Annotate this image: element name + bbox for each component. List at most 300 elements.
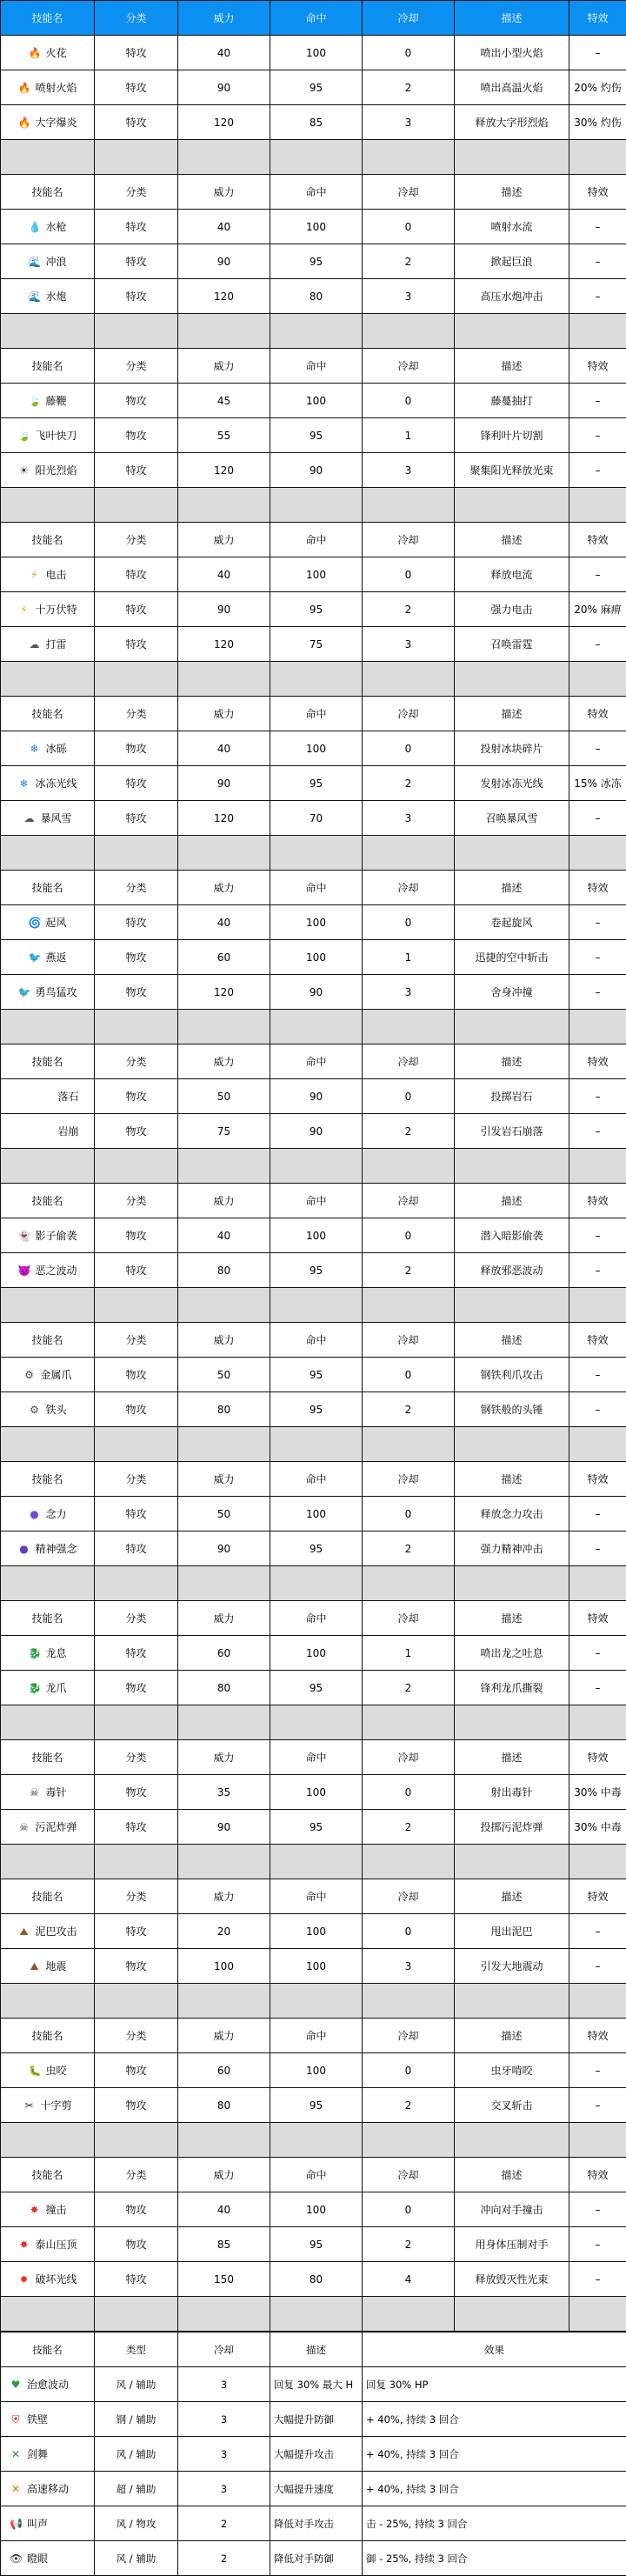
- skill-name: 起风: [45, 917, 66, 929]
- skill-name-cell: [1, 1358, 95, 1392]
- separator-cell: [455, 836, 569, 871]
- skill-power-cell: 40: [178, 905, 270, 940]
- skill-effect-cell: 15% 冰冻: [569, 766, 626, 801]
- skill-name-cell: [1, 1949, 95, 1984]
- separator-cell: [178, 1566, 270, 1601]
- skill-name: 铁头: [45, 1404, 66, 1416]
- skill-cooldown-cell: 2: [178, 2541, 270, 2576]
- separator-cell: [178, 1845, 270, 1879]
- separator-cell: [363, 2123, 455, 2158]
- skill-description-cell: 投掷岩石: [455, 1079, 569, 1114]
- skill-accuracy-cell: 95: [270, 418, 363, 453]
- skill-effect-cell: –: [569, 1671, 626, 1705]
- column-header-power: 威力: [178, 2158, 270, 2192]
- group-separator: [1, 1984, 626, 2019]
- separator-cell: [1, 1845, 95, 1879]
- column-header-name: 技能名: [1, 1044, 95, 1079]
- table-row: [1, 2262, 626, 2297]
- column-header-cooldown: 冷却: [363, 2158, 455, 2192]
- table-header-row: [1, 1601, 626, 1636]
- skill-name: 燕返: [45, 951, 66, 964]
- skill-cooldown-cell: 1: [363, 418, 455, 453]
- skill-name: 冰砾: [45, 743, 66, 755]
- column-header-power: 威力: [178, 1323, 270, 1358]
- separator-cell: [178, 1427, 270, 1462]
- column-header-effect: 特效: [569, 871, 626, 905]
- group-separator: [1, 1566, 626, 1601]
- column-header-description: 描述: [455, 349, 569, 384]
- skill-effect-cell: 20% 灼伤: [569, 70, 626, 105]
- skill-power-cell: 90: [178, 1532, 270, 1566]
- snowflake-icon: ❄: [28, 743, 40, 755]
- skill-name-cell: [1, 1218, 95, 1253]
- skill-name: 龙爪: [45, 1682, 66, 1694]
- skill-name: 叫声: [27, 2518, 48, 2530]
- column-header-name: 技能名: [1, 1462, 95, 1497]
- skill-power-cell: 120: [178, 801, 270, 836]
- separator-cell: [178, 1010, 270, 1044]
- column-header-name: 技能名: [1, 349, 95, 384]
- column-header-name: 技能名: [1, 1184, 95, 1218]
- group-separator: [1, 1149, 626, 1184]
- skill-accuracy-cell: 95: [270, 1671, 363, 1705]
- skill-cooldown-cell: 2: [178, 2506, 270, 2541]
- skill-cooldown-cell: 0: [363, 905, 455, 940]
- skill-power-cell: 90: [178, 592, 270, 627]
- skill-name: 打雷: [45, 638, 66, 651]
- skill-description-cell: 喷出龙之吐息: [455, 1636, 569, 1671]
- skill-category-cell: 物攻: [95, 1671, 178, 1705]
- separator-cell: [455, 314, 569, 349]
- skill-effect-cell: 击 - 25%, 持续 3 回合: [363, 2506, 626, 2541]
- skill-cooldown-cell: 0: [363, 2053, 455, 2088]
- skill-name: 泥巴攻击: [35, 1925, 77, 1938]
- skill-cooldown-cell: 2: [363, 70, 455, 105]
- column-header-effect: 特效: [569, 1601, 626, 1636]
- column-header-description: 描述: [270, 2332, 363, 2367]
- skill-accuracy-cell: 95: [270, 1532, 363, 1566]
- skill-power-cell: 60: [178, 1636, 270, 1671]
- separator-cell: [178, 314, 270, 349]
- skill-name-cell: [1, 1775, 95, 1810]
- skill-effect-cell: –: [569, 1914, 626, 1949]
- separator-cell: [178, 1288, 270, 1323]
- separator-cell: [95, 1427, 178, 1462]
- table-row: [1, 279, 626, 314]
- skill-power-cell: 75: [178, 1114, 270, 1149]
- skill-description-cell: 强力电击: [455, 592, 569, 627]
- table-header-row: [1, 2332, 626, 2367]
- table-row: [1, 210, 626, 244]
- speed-icon: ✕: [10, 2483, 22, 2495]
- group-separator: [1, 1288, 626, 1323]
- table-row: [1, 2402, 626, 2437]
- skill-name: 污泥炸弹: [35, 1821, 77, 1833]
- skill-name: 高速移动: [27, 2483, 69, 2495]
- skill-effect-cell: –: [569, 1497, 626, 1532]
- skill-category-cell: 特攻: [95, 627, 178, 662]
- column-header-category: 分类: [95, 523, 178, 557]
- skill-category-cell: 特攻: [95, 210, 178, 244]
- skill-power-cell: 40: [178, 36, 270, 70]
- table-row: [1, 2227, 626, 2262]
- skill-accuracy-cell: 100: [270, 940, 363, 975]
- separator-cell: [1, 1427, 95, 1462]
- column-header-description: 描述: [455, 175, 569, 210]
- skill-effect-cell: –: [569, 1358, 626, 1392]
- skill-name-cell: [1, 1810, 95, 1845]
- column-header-name: 技能名: [1, 871, 95, 905]
- separator-cell: [95, 1984, 178, 2019]
- column-header-name: 技能名: [1, 697, 95, 731]
- skill-name-cell: [1, 2541, 95, 2576]
- skill-power-cell: 40: [178, 210, 270, 244]
- column-header-category: 分类: [95, 1323, 178, 1358]
- separator-cell: [95, 836, 178, 871]
- skill-effect-cell: 回复 30% HP: [363, 2367, 626, 2402]
- separator-cell: [569, 1566, 626, 1601]
- skill-effect-cell: –: [569, 731, 626, 766]
- skill-effect-cell: –: [569, 1253, 626, 1288]
- skill-power-cell: 80: [178, 2088, 270, 2123]
- skill-description-cell: 发射冰冻光线: [455, 766, 569, 801]
- column-header-description: 描述: [455, 1184, 569, 1218]
- skill-category-cell: 特攻: [95, 801, 178, 836]
- separator-cell: [1, 2297, 95, 2332]
- group-separator: [1, 2297, 626, 2332]
- column-header-effect: 特效: [569, 175, 626, 210]
- skill-name-cell: [1, 557, 95, 592]
- table-row: [1, 801, 626, 836]
- skill-category-cell: 特攻: [95, 244, 178, 279]
- skill-name: 喷射火焰: [35, 82, 77, 94]
- separator-cell: [270, 836, 363, 871]
- skill-effect-cell: –: [569, 940, 626, 975]
- table-header-row: [1, 1184, 626, 1218]
- skill-power-cell: 20: [178, 1914, 270, 1949]
- skill-accuracy-cell: 90: [270, 1079, 363, 1114]
- column-header-cooldown: 冷却: [363, 697, 455, 731]
- skill-accuracy-cell: 90: [270, 1114, 363, 1149]
- column-header-description: 描述: [455, 523, 569, 557]
- skill-category-cell: 特攻: [95, 766, 178, 801]
- skill-accuracy-cell: 90: [270, 975, 363, 1010]
- column-header-cooldown: 冷却: [363, 1, 455, 36]
- column-header-effect: 特效: [569, 349, 626, 384]
- skill-category-cell: 物攻: [95, 1114, 178, 1149]
- separator-cell: [363, 1427, 455, 1462]
- group-separator: [1, 1845, 626, 1879]
- skill-effect-cell: –: [569, 1636, 626, 1671]
- table-header-row: [1, 871, 626, 905]
- skill-description-cell: 召唤雷霆: [455, 627, 569, 662]
- skill-effect-cell: –: [569, 1079, 626, 1114]
- scissors-icon: ✂: [23, 2099, 35, 2112]
- skill-name-cell: [1, 592, 95, 627]
- column-header-name: 技能名: [1, 2332, 95, 2367]
- table-header-row: [1, 1, 626, 36]
- group-separator: [1, 314, 626, 349]
- skill-name-cell: [1, 2262, 95, 2297]
- skill-cooldown-cell: 3: [363, 105, 455, 140]
- skill-accuracy-cell: 95: [270, 244, 363, 279]
- skill-power-cell: 50: [178, 1358, 270, 1392]
- water-drop-icon: 💧: [28, 221, 40, 233]
- skill-category-cell: 特攻: [95, 1810, 178, 1845]
- skill-name: 恶之波动: [35, 1265, 77, 1277]
- skill-accuracy-cell: 95: [270, 592, 363, 627]
- separator-cell: [270, 1845, 363, 1879]
- table-row: [1, 1914, 626, 1949]
- lightning-icon: ⚡: [17, 604, 30, 616]
- skill-category-cell: 特攻: [95, 70, 178, 105]
- table-row: [1, 1079, 626, 1114]
- separator-cell: [569, 314, 626, 349]
- skill-cooldown-cell: 2: [363, 244, 455, 279]
- skill-name-cell: [1, 418, 95, 453]
- separator-cell: [363, 2297, 455, 2332]
- skill-effect-cell: –: [569, 418, 626, 453]
- skill-effect-cell: –: [569, 1532, 626, 1566]
- table-row: [1, 975, 626, 1010]
- skill-name: 撞击: [45, 2204, 66, 2216]
- skill-category-cell: 物攻: [95, 418, 178, 453]
- column-header-category: 分类: [95, 2019, 178, 2053]
- skill-accuracy-cell: 100: [270, 557, 363, 592]
- table-header-row: [1, 349, 626, 384]
- separator-cell: [270, 1149, 363, 1184]
- table-row: [1, 1253, 626, 1288]
- skill-name: 十字剪: [40, 2099, 71, 2112]
- skill-name: 泰山压顶: [35, 2239, 77, 2251]
- skill-category-cell: 物攻: [95, 975, 178, 1010]
- separator-cell: [270, 488, 363, 523]
- skill-description-cell: 用身体压制对手: [455, 2227, 569, 2262]
- separator-cell: [270, 314, 363, 349]
- skill-effect-cell: –: [569, 557, 626, 592]
- table-row: [1, 1218, 626, 1253]
- skill-name-cell: [1, 1671, 95, 1705]
- separator-cell: [569, 1984, 626, 2019]
- skill-cooldown-cell: 3: [363, 627, 455, 662]
- column-header-category: 分类: [95, 1462, 178, 1497]
- skill-power-cell: 35: [178, 1775, 270, 1810]
- column-header-accuracy: 命中: [270, 871, 363, 905]
- skill-cooldown-cell: 0: [363, 1079, 455, 1114]
- table-row: [1, 418, 626, 453]
- separator-cell: [363, 1845, 455, 1879]
- skill-power-cell: 85: [178, 2227, 270, 2262]
- skill-accuracy-cell: 95: [270, 70, 363, 105]
- separator-cell: [1, 140, 95, 175]
- skill-description-cell: 交叉斩击: [455, 2088, 569, 2123]
- separator-cell: [1, 1010, 95, 1044]
- leaf-icon: 🍃: [17, 430, 30, 442]
- separator-cell: [363, 1010, 455, 1044]
- separator-cell: [95, 488, 178, 523]
- skill-cooldown-cell: 0: [363, 1914, 455, 1949]
- table-header-row: [1, 175, 626, 210]
- separator-cell: [270, 1288, 363, 1323]
- separator-cell: [363, 1288, 455, 1323]
- table-row: [1, 453, 626, 488]
- skill-name-cell: [1, 279, 95, 314]
- separator-cell: [95, 1010, 178, 1044]
- skill-cooldown-cell: 0: [363, 557, 455, 592]
- column-header-effect: 效果: [363, 2332, 626, 2367]
- skill-power-cell: 60: [178, 2053, 270, 2088]
- skill-cooldown-cell: 3: [363, 975, 455, 1010]
- skill-effect-cell: + 40%, 持续 3 回合: [363, 2402, 626, 2437]
- separator-cell: [1, 2123, 95, 2158]
- separator-cell: [569, 1149, 626, 1184]
- column-header-description: 描述: [455, 1044, 569, 1079]
- skill-name-cell: [1, 975, 95, 1010]
- column-header-cooldown: 冷却: [363, 1044, 455, 1079]
- separator-cell: [178, 1984, 270, 2019]
- table-header-row: [1, 1462, 626, 1497]
- skill-cooldown-cell: 3: [178, 2402, 270, 2437]
- column-header-power: 威力: [178, 2019, 270, 2053]
- separator-cell: [1, 836, 95, 871]
- column-header-description: 描述: [455, 1601, 569, 1636]
- separator-cell: [455, 1288, 569, 1323]
- skill-power-cell: 40: [178, 1218, 270, 1253]
- skill-name-cell: [1, 2506, 95, 2541]
- table-header-row: [1, 697, 626, 731]
- skill-effect-cell: –: [569, 2192, 626, 2227]
- table-row: [1, 2192, 626, 2227]
- skill-accuracy-cell: 100: [270, 384, 363, 418]
- separator-cell: [1, 488, 95, 523]
- table-row: [1, 557, 626, 592]
- separator-cell: [455, 1845, 569, 1879]
- separator-cell: [178, 140, 270, 175]
- skill-category-cell: 物攻: [95, 384, 178, 418]
- skill-accuracy-cell: 80: [270, 2262, 363, 2297]
- wave-icon: 🌊: [28, 256, 40, 268]
- table-row: [1, 2437, 626, 2472]
- skull-icon: ☠: [28, 1786, 40, 1799]
- skill-effect-cell: + 40%, 持续 3 回合: [363, 2437, 626, 2472]
- table-header-row: [1, 2019, 626, 2053]
- skill-category-cell: 特攻: [95, 592, 178, 627]
- table-row: [1, 2367, 626, 2402]
- skill-name-cell: [1, 731, 95, 766]
- separator-cell: [363, 1149, 455, 1184]
- skill-name-cell: [1, 70, 95, 105]
- separator-cell: [1, 662, 95, 697]
- skill-name: 瞪眼: [27, 2553, 48, 2565]
- skill-power-cell: 40: [178, 731, 270, 766]
- separator-cell: [1, 1566, 95, 1601]
- skill-description-cell: 喷射水流: [455, 210, 569, 244]
- skill-effect-cell: 御 - 25%, 持续 3 回合: [363, 2541, 626, 2576]
- skill-power-cell: 120: [178, 975, 270, 1010]
- group-separator: [1, 662, 626, 697]
- skill-name-cell: [1, 2192, 95, 2227]
- skill-name-cell: [1, 766, 95, 801]
- skill-category-cell: 物攻: [95, 2053, 178, 2088]
- skull-icon: ☠: [17, 1821, 30, 1833]
- skill-accuracy-cell: 100: [270, 1497, 363, 1532]
- skill-description-cell: 钢铁般的头锤: [455, 1392, 569, 1427]
- fire-icon: 🔥: [17, 82, 30, 94]
- skill-cooldown-cell: 3: [363, 279, 455, 314]
- skill-cooldown-cell: 2: [363, 1532, 455, 1566]
- column-header-accuracy: 命中: [270, 2019, 363, 2053]
- column-header-cooldown: 冷却: [363, 1740, 455, 1775]
- column-header-category: 分类: [95, 871, 178, 905]
- skill-category-cell: 物攻: [95, 1392, 178, 1427]
- skill-name: 阳光烈焰: [35, 464, 77, 477]
- separator-cell: [569, 836, 626, 871]
- skill-description-cell: 投掷污泥炸弹: [455, 1810, 569, 1845]
- separator-cell: [569, 662, 626, 697]
- table-row: [1, 1636, 626, 1671]
- skill-name-cell: [1, 453, 95, 488]
- skill-name: 冲浪: [45, 256, 66, 268]
- skill-description-cell: 喷出小型火焰: [455, 36, 569, 70]
- bird-icon: 🐦: [28, 951, 40, 964]
- skill-description-cell: 掀起巨浪: [455, 244, 569, 279]
- separator-cell: [569, 1288, 626, 1323]
- skill-power-cell: 120: [178, 279, 270, 314]
- skill-accuracy-cell: 100: [270, 1636, 363, 1671]
- skill-name-cell: [1, 1079, 95, 1114]
- column-header-effect: 特效: [569, 697, 626, 731]
- impact-icon: ✸: [17, 2273, 30, 2286]
- skill-category-cell: 物攻: [95, 731, 178, 766]
- skill-power-cell: 50: [178, 1079, 270, 1114]
- skill-cooldown-cell: 0: [363, 1218, 455, 1253]
- skill-name: 藤鞭: [45, 395, 66, 407]
- skill-power-cell: 150: [178, 2262, 270, 2297]
- skill-name-cell: [1, 627, 95, 662]
- separator-cell: [1, 1705, 95, 1740]
- skill-cooldown-cell: 3: [178, 2437, 270, 2472]
- skill-cooldown-cell: 0: [363, 210, 455, 244]
- separator-cell: [569, 1845, 626, 1879]
- crossed-swords-icon: ✕: [10, 2448, 22, 2460]
- skill-power-cell: 55: [178, 418, 270, 453]
- separator-cell: [178, 488, 270, 523]
- column-header-name: 技能名: [1, 1879, 95, 1914]
- demon-icon: 👿: [17, 1265, 30, 1277]
- column-header-name: 技能名: [1, 1740, 95, 1775]
- column-header-cooldown: 冷却: [363, 1184, 455, 1218]
- separator-cell: [1, 314, 95, 349]
- column-header-description: 描述: [455, 1323, 569, 1358]
- separator-cell: [178, 662, 270, 697]
- ghost-icon: 👻: [17, 1230, 30, 1242]
- skill-accuracy-cell: 90: [270, 453, 363, 488]
- skill-name: 破坏光线: [35, 2273, 77, 2286]
- skill-name-cell: [1, 1392, 95, 1427]
- impact-icon: ✸: [28, 2204, 40, 2216]
- table-row: [1, 627, 626, 662]
- skill-name: 冰冻光线: [35, 777, 77, 790]
- column-header-power: 威力: [178, 1, 270, 36]
- column-header-effect: 特效: [569, 1462, 626, 1497]
- skill-name: 岩崩: [57, 1125, 78, 1138]
- skill-power-cell: 120: [178, 105, 270, 140]
- separator-cell: [178, 1705, 270, 1740]
- skill-effect-cell: –: [569, 384, 626, 418]
- skill-description-cell: 回复 30% 最大 H: [270, 2367, 363, 2402]
- separator-cell: [363, 314, 455, 349]
- skill-accuracy-cell: 95: [270, 1253, 363, 1288]
